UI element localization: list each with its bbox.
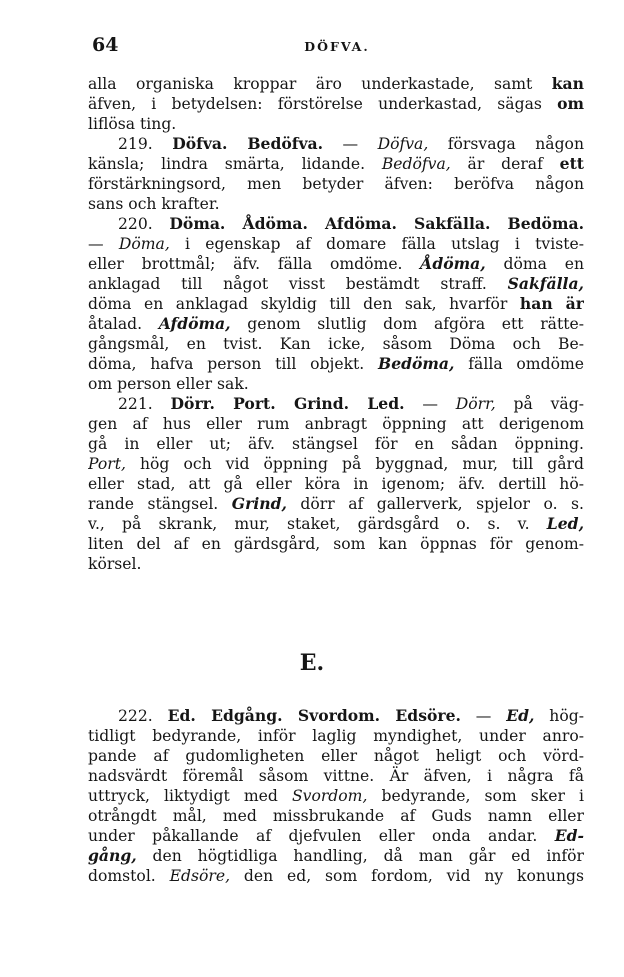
text-run: sans och krafter. [88,195,220,213]
text-line [88,154,584,174]
entries-block-d [88,74,584,574]
text-line [88,214,584,234]
text-run: liflösa ting. [88,115,177,133]
text-line [88,374,584,394]
text-run: v., på skrank, mur, staket, gärdsgård o. s. v. [88,515,547,533]
text-line [88,746,584,766]
text-run: förstärkningsord, men betyder äfven: beröfva någon [88,175,584,193]
text-run: kan [551,74,584,93]
text-run: han är [519,294,584,313]
running-title: DÖFVA. [304,39,370,54]
text-run: pande af gudomligheten eller något heligt och vörd- [88,747,584,765]
text-run: bedyrande, som sker i [367,787,584,805]
text-line [88,706,584,726]
text-run: — [404,395,456,413]
text-run: på väg- [495,395,584,413]
text-line [88,334,584,354]
text-run: nadsvärdt föremål såsom vittne. Är äfven, i några få [88,767,584,785]
text-line [88,454,584,474]
text-line [88,354,584,374]
text-run: känsla; lindra smärta, lidande. [88,155,382,173]
text-line [88,234,584,254]
text-run: Döfva. Bedöfva. [172,134,324,153]
text-run: 219. [118,135,173,153]
text-line [88,314,584,334]
text-run: Dörr, [455,395,496,413]
text-run: är deraf [450,155,560,173]
text-run: Port, [88,455,126,473]
text-run: Dörr. Port. Grind. Led. [170,394,405,413]
text-run: — [88,235,119,253]
text-run: Ed, [506,706,535,725]
text-run: liten del af en gärdsgård, som kan öppnas för genom- [88,535,584,553]
text-line [88,294,584,314]
text-run: Led, [546,514,584,533]
text-run: Grind, [231,494,287,513]
text-line [88,554,584,574]
text-run: eller brottmål; äfv. fälla omdöme. [88,255,421,273]
text-run: ett [559,154,584,173]
text-run: — [323,135,378,153]
page-number: 64 [92,34,119,56]
text-line [88,826,584,846]
text-run: alla organiska kroppar äro underkastade, samt [88,75,552,93]
text-run: anklagad till något visst bestämdt straff. [88,275,508,293]
text-line [88,94,584,114]
text-run: gen af hus eller rum anbragt öppning att derigenom [88,415,584,433]
text-run: Sakfälla, [507,274,584,293]
text-run: domstol. [88,867,170,885]
text-line [88,534,584,554]
text-run: döma en anklagad skyldig till den sak, hvarför [88,295,520,313]
text-run: Edsöre, [169,867,231,885]
text-run: döma en [485,255,584,273]
text-run: försvaga någon [428,135,584,153]
text-run: i egenskap af domare fälla utslag i tviste- [169,235,584,253]
text-run: den ed, som fordom, vid ny konungs [230,867,584,885]
text-run: Ed. Edgång. Svordom. Edsöre. [167,706,461,725]
text-run: 221. [118,395,171,413]
text-run: dörr af gallerverk, spjelor o. s. [286,495,584,513]
text-run: gå in eller ut; äfv. stängsel för en sådan öppning. [88,435,584,453]
text-run: uttryck, liktydigt med [88,787,292,805]
text-run: åtalad. [88,315,159,333]
text-line [88,254,584,274]
text-run: döma, hafva person till objekt. [88,355,379,373]
text-run: tidligt bedyrande, inför laglig myndighet, under anro- [88,727,584,745]
text-line [88,274,584,294]
text-run: den högtidliga handling, då man går ed inför [136,847,584,865]
text-run: Bedöma, [378,354,455,373]
text-run: Svordom, [291,787,368,805]
text-run: Döfva, [377,135,429,153]
section-letter: E. [299,650,325,676]
text-run: gång, [88,846,137,865]
text-run: Döma, [118,235,170,253]
text-run: eller stad, att gå eller köra in igenom; äfv. dertill hö- [88,475,584,493]
text-line [88,806,584,826]
text-line [88,174,584,194]
text-line [88,786,584,806]
text-run: otrångdt mål, med missbrukande af Guds namn eller [88,807,584,825]
text-line [88,394,584,414]
text-line [88,474,584,494]
text-run: gångsmål, en tvist. Kan icke, såsom Döma och Be- [88,335,584,353]
text-run: hög- [534,707,584,725]
text-line [88,726,584,746]
text-line [88,414,584,434]
text-line [88,74,584,94]
text-run: om [557,94,584,113]
text-line [88,766,584,786]
text-run: rande stängsel. [88,495,232,513]
text-run: Ed- [554,826,584,845]
text-run: 222. [118,707,168,725]
text-run: Ådöma, [420,254,486,273]
text-run: äfven, i betydelsen: förstörelse underkastad, sägas [88,95,558,113]
page-header [92,34,582,58]
text-run: hög och vid öppning på byggnad, mur, till gård [125,455,584,473]
text-line [88,846,584,866]
text-run: Afdöma, [158,314,231,333]
text-line [88,134,584,154]
text-line [88,494,584,514]
text-line [88,514,584,534]
entries-block-e [88,706,584,886]
text-run: körsel. [88,555,142,573]
text-line [88,434,584,454]
text-run: — [460,707,507,725]
text-run: 220. [118,215,170,233]
text-run: genom slutlig dom afgöra ett rätte- [230,315,584,333]
text-run: fälla omdöme [454,355,584,373]
text-run: om person eller sak. [88,375,249,393]
text-line [88,866,584,886]
text-run: under påkallande af djefvulen eller onda andar. [88,827,555,845]
text-run: Döma. Ådöma. Afdöma. Sakfälla. Bedöma. [169,214,584,233]
text-run: Bedöfva, [381,155,451,173]
text-line [88,114,584,134]
text-line [88,194,584,214]
